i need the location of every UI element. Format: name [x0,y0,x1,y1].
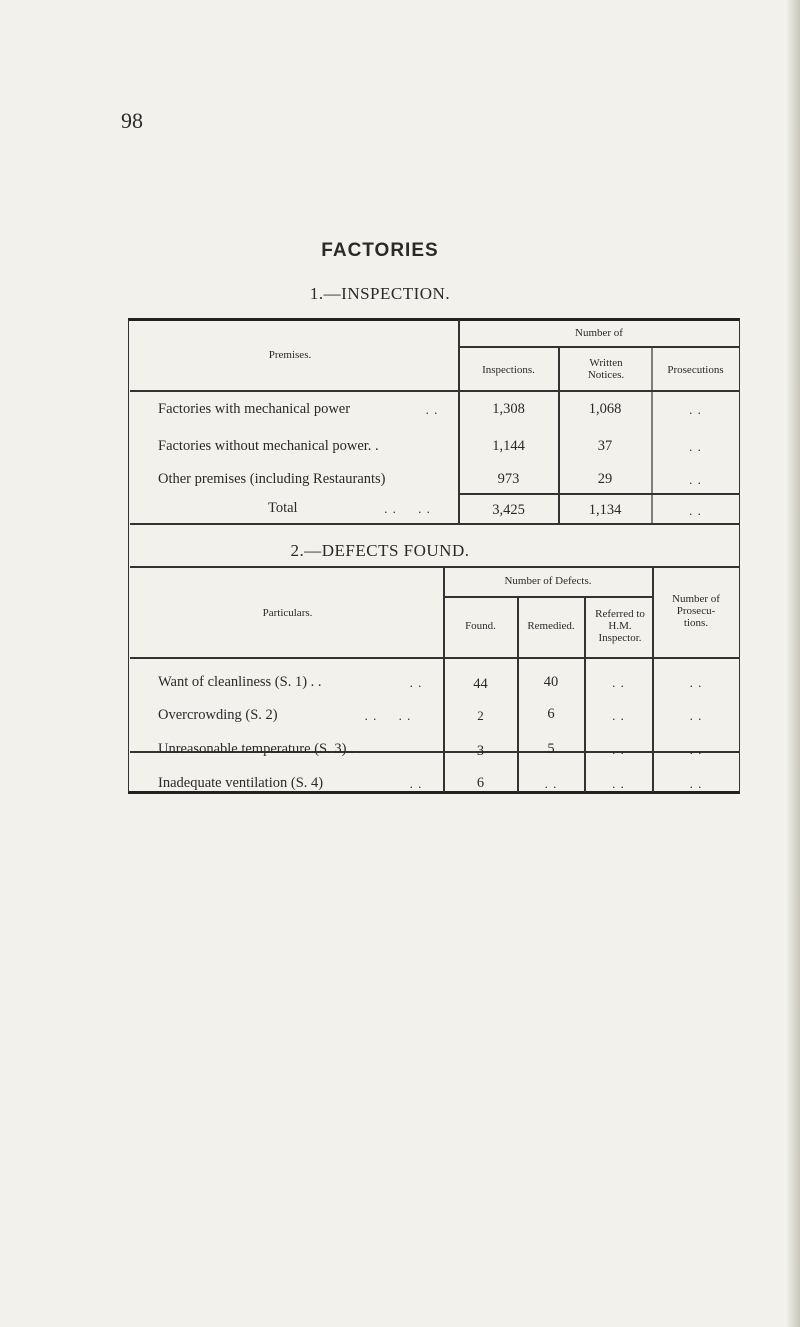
defects-row-4-found: 6 [476,775,485,791]
page-title: FACTORIES [321,240,439,261]
defects-row-3-label: Unreasonable temperature (S. 3) . . [158,741,361,757]
defects-row-4-referred: . . [612,776,625,791]
inspection-header-rule [130,390,739,392]
inspection-total-notices: 1,134 [588,502,622,518]
inspection-row-3-notices: 29 [597,471,613,487]
inspection-row-1-notices: 1,068 [588,401,622,417]
defects-col-prosecutions: Number of Prosecu- tions. [672,593,720,629]
defects-col-particulars: Particulars. [262,607,313,619]
defects-row-2-prosecutions: . . [689,708,703,723]
inspection-total-label: Total [268,500,298,516]
page-edge-shadow [786,0,800,1327]
inspection-row-1-premises: Factories with mechanical power [158,401,351,417]
inspection-total-leader: . . . . [384,501,431,516]
defects-col-number-of-defects: Number of Defects. [504,575,592,587]
inspection-row-2-prosecutions: . . [689,439,702,454]
inspection-heading: 1.—INSPECTION. [309,284,451,303]
inspection-row-2-premises: Factories without mechanical power. . [158,438,379,454]
inspection-total-rule [458,493,739,495]
defects-row-2-referred: . . [612,708,625,723]
defects-row-2-leader: . . . . [364,708,412,723]
defects-row-3-referred: . . [612,742,625,757]
inspection-bottom-rule [130,523,739,525]
defects-row-2-remedied: 6 [547,706,555,722]
defects-divider-remedied [584,597,586,792]
inspection-col-written-notices: Written Notices. [587,357,625,381]
defects-row-3-remedied: 5 [547,741,555,757]
inspection-divider-number-of [459,346,739,348]
defects-col-remedied: Remedied. [527,620,575,632]
defects-row-3-found: 3 [476,743,485,759]
inspection-total-prosecutions: . . [689,503,702,518]
inspection-total-inspections: 3,425 [492,502,525,518]
defects-row-2-found: 2 [477,708,484,723]
inspection-col-number-of: Number of [575,327,623,339]
defects-row-4-remedied: . . [544,776,558,791]
defects-header-rule [130,657,739,659]
inspection-col-premises: Premises. [268,349,312,361]
defects-col-found: Found. [465,620,496,632]
inspection-row-3-prosecutions: . . [689,472,702,487]
inspection-row-1-inspections: 1,308 [492,401,525,417]
inspection-row-2-inspections: 1,144 [492,438,525,454]
defects-row-1-remedied: 40 [543,674,559,690]
inspection-divider-inspections [558,347,560,524]
defects-top-rule [130,566,739,568]
defects-row-2-label: Overcrowding (S. 2) [158,707,278,723]
inspection-row-1-leader: . . [425,402,439,417]
inspection-col-prosecutions: Prosecutions [667,364,724,376]
inspection-row-1-prosecutions: . . [689,402,702,417]
defects-col-referred: Referred to H.M. Inspector. [595,608,645,644]
inspection-col-inspections: Inspections. [482,364,535,376]
inspection-row-3-inspections: 973 [497,471,520,487]
defects-row-3-prosecutions: . . [689,742,703,757]
defects-row-4-leader: . . [409,776,423,791]
defects-row-4-label: Inadequate ventilation (S. 4) [158,775,324,791]
inspection-row-3-premises: Other premises (including Restaurants) [158,471,386,487]
defects-heading: 2.—DEFECTS FOUND. [290,541,470,560]
defects-divider-number-of [444,596,653,598]
defects-row-1-prosecutions: . . [689,675,703,690]
defects-row-1-leader: . . [409,675,423,690]
defects-row-1-label: Want of cleanliness (S. 1) . . [158,674,322,690]
defects-row-1-referred: . . [612,675,625,690]
defects-row-4-prosecutions: . . [689,776,703,791]
page-number: 98 [121,108,143,133]
defects-row-1-found: 44 [473,676,488,692]
inspection-row-2-notices: 37 [597,438,613,454]
